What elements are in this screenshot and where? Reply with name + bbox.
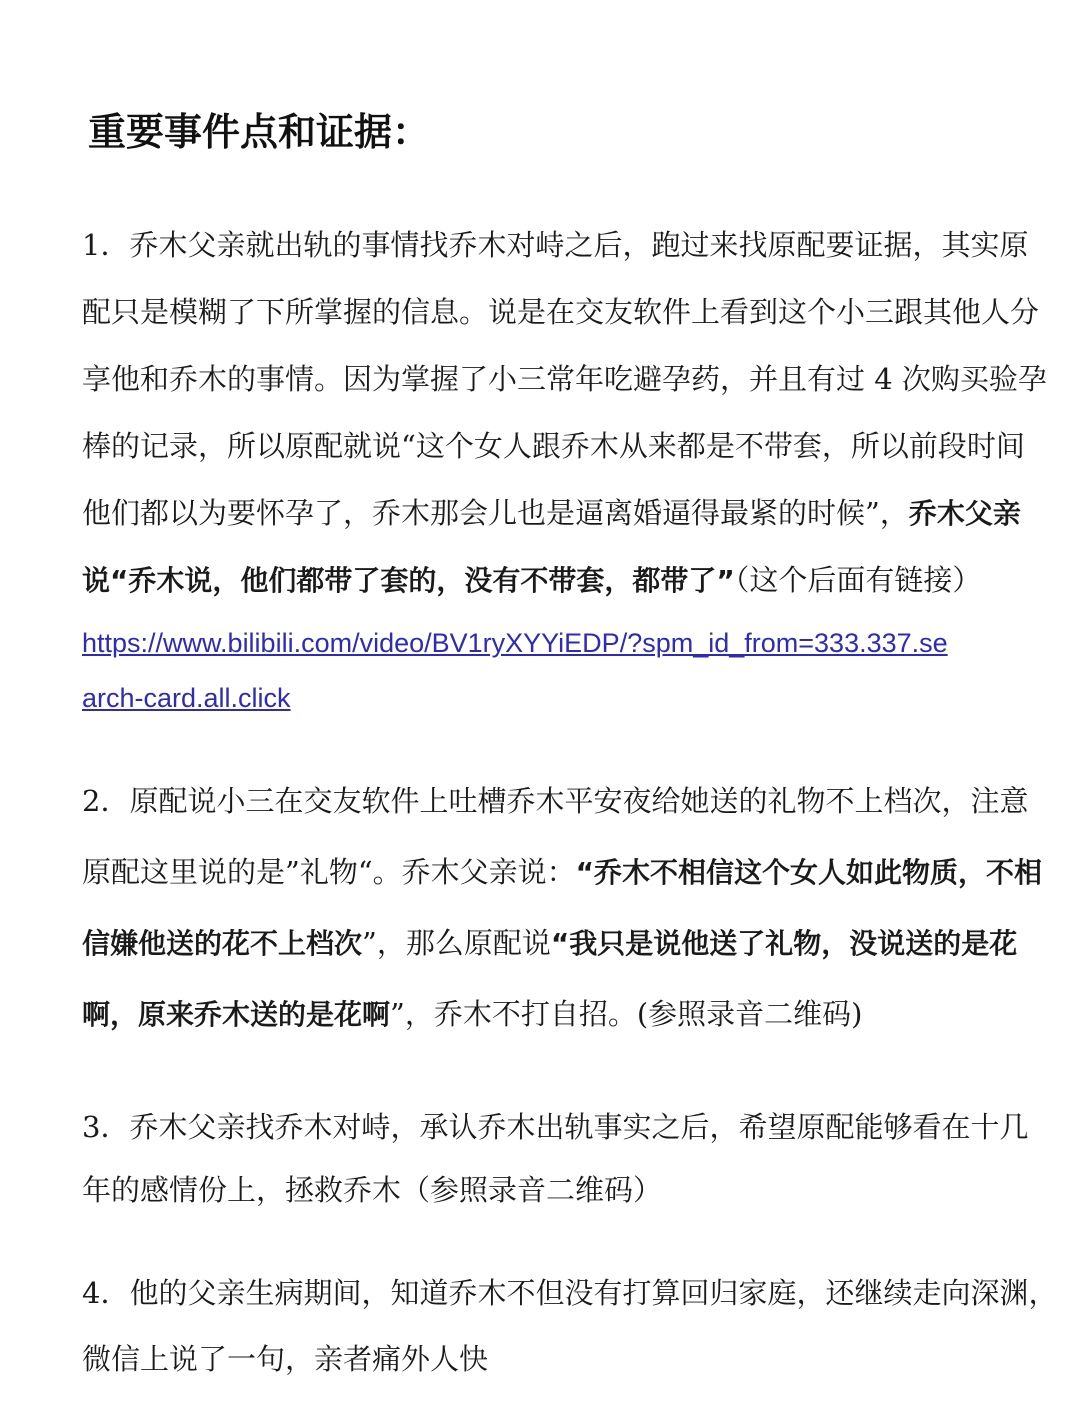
- item-2-line-1: 2．原配说小三在交友软件上吐槽乔木平安夜给她送的礼物不上档次，注意: [82, 784, 1029, 818]
- item-2-line-4-bold: 啊，原来乔木送的是花啊: [82, 998, 391, 1031]
- evidence-item-1: [82, 212, 1047, 614]
- video-link-line-2[interactable]: arch-card.all.click: [82, 683, 291, 713]
- video-link[interactable]: [82, 616, 1002, 726]
- item-1-line-6-text: （这个后面有链接）: [734, 563, 982, 597]
- evidence-item-2: [82, 766, 1043, 1050]
- item-1-line-5-bold: 乔木父亲: [908, 497, 1021, 530]
- page-title: 重要事件点和证据：: [88, 110, 431, 154]
- item-3-line-2: 年的感情份上，拯救乔木（参照录音二维码）: [82, 1173, 663, 1207]
- item-2-line-3: [82, 908, 1018, 979]
- item-4-line-1: 4．他的父亲生病期间，知道乔木不但没有打算回归家庭，还继续走向深渊，: [82, 1276, 1058, 1310]
- item-2-line-3-bold-a: 信嫌他送的花不上档次: [82, 927, 363, 960]
- item-2-line-2-bold: “乔木不相信这个女人如此物质，不相: [575, 856, 1043, 889]
- item-1-line-4: 棒的记录，所以原配就说“这个女人跟乔木从来都是不带套，所以前段时间: [82, 429, 1025, 463]
- item-2-line-2-text: 原配这里说的是”礼物“。乔木父亲说：: [82, 855, 576, 889]
- item-1-line-5-text: 他们都以为要怀孕了，乔木那会儿也是逼离婚逼得最紧的时候”，: [82, 496, 909, 530]
- item-1-line-6-bold: 说“乔木说，他们都带了套的，没有不带套，都带了”: [82, 564, 735, 597]
- item-1-line-6: [82, 547, 992, 614]
- item-4-line-2: 微信上说了一句，亲者痛外人快: [82, 1342, 489, 1376]
- item-1-line-1: 1．乔木父亲就出轨的事情找乔木对峙之后，跑过来找原配要证据，其实原: [82, 228, 1029, 262]
- item-1-line-3: 享他和乔木的事情。因为掌握了小三常年吃避孕药，并且有过 4 次购买验孕: [82, 362, 1047, 396]
- evidence-item-3: [82, 1096, 1029, 1222]
- item-2-line-2: [82, 837, 1043, 908]
- video-link-line-1[interactable]: https://www.bilibili.com/video/BV1ryXYYiEDP/?spm_id_from=333.337.se: [82, 628, 948, 658]
- item-2-line-3-bold-b: “我只是说他送了礼物，没说送的是花: [550, 927, 1018, 960]
- evidence-item-4: [82, 1260, 1058, 1392]
- item-2-line-4-text: ”，乔木不打自招。(参照录音二维码): [390, 997, 863, 1031]
- item-1-line-5: [82, 480, 1021, 547]
- item-1-line-2: 配只是模糊了下所掌握的信息。说是在交友软件上看到这个小三跟其他人分: [82, 295, 1040, 329]
- item-2-line-4: [82, 979, 992, 1050]
- item-3-line-1: 3．乔木父亲找乔木对峙，承认乔木出轨事实之后，希望原配能够看在十几: [82, 1110, 1029, 1144]
- item-2-line-3-text: ”，那么原配说: [362, 926, 551, 960]
